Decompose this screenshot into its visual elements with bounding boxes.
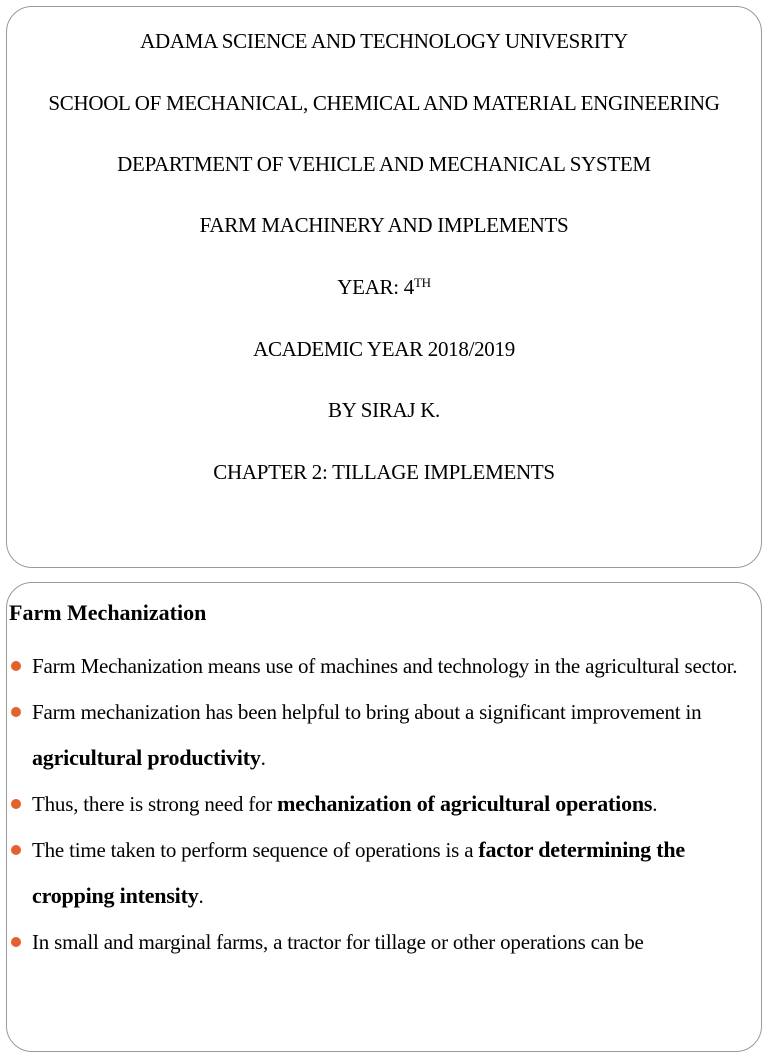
bullet-text-end: . [198,884,204,908]
year-line [7,275,761,300]
chapter-title: CHAPTER 2: TILLAGE IMPLEMENTS [213,460,555,484]
author: BY SIRAJ K. [327,398,441,422]
bullet-emphasis: agricultural productivity [32,745,261,770]
bullet-text: The time taken to perform sequence of operations is a [32,838,479,862]
bullet-dot-icon [11,937,21,947]
course-title: FARM MACHINERY AND IMPLEMENTS [199,213,569,237]
bullet-text: Farm Mechanization means use of machines and technology in the agricultural sector. [32,654,738,678]
bullet-text: Thus, there is strong need for [32,792,278,816]
year-superscript: TH [413,275,431,290]
slide-heading: Farm Mechanization [9,600,207,625]
bullet-list [7,643,759,965]
bullet-item [7,919,759,965]
department-name: DEPARTMENT OF VEHICLE AND MECHANICAL SYSTEM [117,152,651,176]
bullet-dot-icon [11,661,21,671]
content-slide [6,582,762,1052]
bullet-text: In small and marginal farms, a tractor for tillage or other operations can be [32,930,644,954]
bullet-item [7,781,759,827]
bullet-dot-icon [11,707,21,717]
bullet-item [7,689,759,781]
bullet-dot-icon [11,845,21,855]
school-name: SCHOOL OF MECHANICAL, CHEMICAL AND MATERIAL ENGINEERING [48,91,720,115]
bullet-text-end: . [260,746,266,770]
bullet-item [7,827,759,919]
bullet-text: Farm mechanization has been helpful to bring about a significant improvement in [32,700,702,724]
bullet-emphasis: factor determining the cropping intensity [32,837,685,908]
university-name: ADAMA SCIENCE AND TECHNOLOGY UNIVESRITY [140,29,628,53]
bullet-emphasis: mechanization of agricultural operations [277,791,653,816]
title-slide [6,6,762,568]
bullet-text-end: . [652,792,658,816]
bullet-dot-icon [11,799,21,809]
year-text: YEAR: 4 [337,275,414,299]
academic-year: ACADEMIC YEAR 2018/2019 [253,337,515,361]
bullet-item [7,643,759,689]
